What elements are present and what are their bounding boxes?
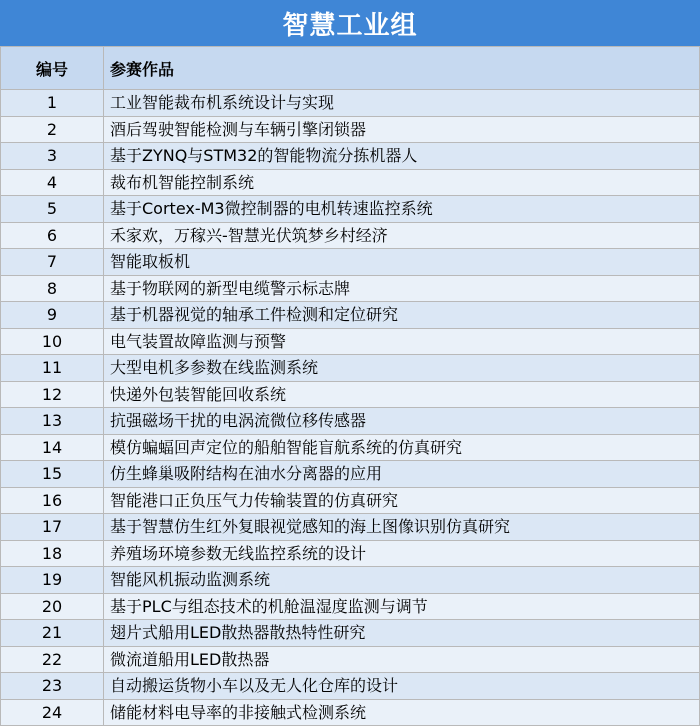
table-row[interactable] <box>1 222 700 249</box>
row-number-cell[interactable]: 3 <box>1 143 104 170</box>
table-row[interactable] <box>1 143 700 170</box>
table-row[interactable] <box>1 249 700 276</box>
entry-title-cell[interactable]: 禾家欢，万稼兴-智慧光伏筑梦乡村经济 <box>104 222 700 249</box>
row-number-cell[interactable]: 15 <box>1 461 104 488</box>
row-number-cell[interactable]: 23 <box>1 673 104 700</box>
entry-title-cell[interactable]: 储能材料电导率的非接触式检测系统 <box>104 699 700 726</box>
column-header-id[interactable]: 编号 <box>1 47 104 90</box>
row-number-cell[interactable]: 7 <box>1 249 104 276</box>
row-number-cell[interactable]: 18 <box>1 540 104 567</box>
entry-title-cell[interactable]: 智能港口正负压气力传输装置的仿真研究 <box>104 487 700 514</box>
row-number-cell[interactable]: 14 <box>1 434 104 461</box>
table-row[interactable] <box>1 196 700 223</box>
table-row[interactable] <box>1 169 700 196</box>
entry-title-cell[interactable]: 基于Cortex-M3微控制器的电机转速监控系统 <box>104 196 700 223</box>
row-number-cell[interactable]: 22 <box>1 646 104 673</box>
table-row[interactable] <box>1 540 700 567</box>
row-number-cell[interactable]: 13 <box>1 408 104 435</box>
table-row[interactable] <box>1 434 700 461</box>
table-row[interactable] <box>1 673 700 700</box>
entry-title-cell[interactable]: 基于ZYNQ与STM32的智能物流分拣机器人 <box>104 143 700 170</box>
table-row[interactable] <box>1 302 700 329</box>
entry-title-cell[interactable]: 基于智慧仿生红外复眼视觉感知的海上图像识别仿真研究 <box>104 514 700 541</box>
table-row[interactable] <box>1 646 700 673</box>
entry-title-cell[interactable]: 智能风机振动监测系统 <box>104 567 700 594</box>
row-number-cell[interactable]: 2 <box>1 116 104 143</box>
row-number-cell[interactable]: 4 <box>1 169 104 196</box>
table-row[interactable] <box>1 487 700 514</box>
entry-title-cell[interactable]: 智能取板机 <box>104 249 700 276</box>
table-row[interactable] <box>1 355 700 382</box>
table-row[interactable] <box>1 567 700 594</box>
entry-title-cell[interactable]: 裁布机智能控制系统 <box>104 169 700 196</box>
table-row[interactable] <box>1 461 700 488</box>
row-number-cell[interactable]: 19 <box>1 567 104 594</box>
row-number-cell[interactable]: 6 <box>1 222 104 249</box>
title-bar <box>0 0 700 46</box>
entry-title-cell[interactable]: 快递外包装智能回收系统 <box>104 381 700 408</box>
entry-title-cell[interactable]: 仿生蜂巢吸附结构在油水分离器的应用 <box>104 461 700 488</box>
entry-title-cell[interactable]: 基于PLC与组态技术的机舱温湿度监测与调节 <box>104 593 700 620</box>
entry-title-cell[interactable]: 翅片式船用LED散热器散热特性研究 <box>104 620 700 647</box>
entry-title-cell[interactable]: 养殖场环境参数无线监控系统的设计 <box>104 540 700 567</box>
row-number-cell[interactable]: 11 <box>1 355 104 382</box>
table-row[interactable] <box>1 328 700 355</box>
row-number-cell[interactable]: 21 <box>1 620 104 647</box>
table-row[interactable] <box>1 620 700 647</box>
entry-title-cell[interactable]: 模仿蝙蝠回声定位的船舶智能盲航系统的仿真研究 <box>104 434 700 461</box>
entry-title-cell[interactable]: 工业智能裁布机系统设计与实现 <box>104 90 700 117</box>
row-number-cell[interactable]: 16 <box>1 487 104 514</box>
header-row <box>1 47 700 90</box>
table-body <box>1 90 700 726</box>
table-row[interactable] <box>1 381 700 408</box>
entry-title-cell[interactable]: 自动搬运货物小车以及无人化仓库的设计 <box>104 673 700 700</box>
row-number-cell[interactable]: 8 <box>1 275 104 302</box>
entry-title-cell[interactable]: 酒后驾驶智能检测与车辆引擎闭锁器 <box>104 116 700 143</box>
row-number-cell[interactable]: 9 <box>1 302 104 329</box>
row-number-cell[interactable]: 5 <box>1 196 104 223</box>
row-number-cell[interactable]: 17 <box>1 514 104 541</box>
table-row[interactable] <box>1 514 700 541</box>
entry-title-cell[interactable]: 基于物联网的新型电缆警示标志牌 <box>104 275 700 302</box>
entry-title-cell[interactable]: 基于机器视觉的轴承工件检测和定位研究 <box>104 302 700 329</box>
column-header-entry[interactable]: 参赛作品 <box>104 47 700 90</box>
row-number-cell[interactable]: 24 <box>1 699 104 726</box>
table-row[interactable] <box>1 408 700 435</box>
row-number-cell[interactable]: 10 <box>1 328 104 355</box>
table-row[interactable] <box>1 90 700 117</box>
row-number-cell[interactable]: 20 <box>1 593 104 620</box>
table-row[interactable] <box>1 593 700 620</box>
table-row[interactable] <box>1 116 700 143</box>
entry-title-cell[interactable]: 抗强磁场干扰的电涡流微位移传感器 <box>104 408 700 435</box>
table-row[interactable] <box>1 275 700 302</box>
page-title: 智慧工业组 <box>282 10 418 41</box>
entry-title-cell[interactable]: 电气装置故障监测与预警 <box>104 328 700 355</box>
row-number-cell[interactable]: 1 <box>1 90 104 117</box>
entries-table <box>0 46 700 726</box>
entry-title-cell[interactable]: 微流道船用LED散热器 <box>104 646 700 673</box>
entry-title-cell[interactable]: 大型电机多参数在线监测系统 <box>104 355 700 382</box>
row-number-cell[interactable]: 12 <box>1 381 104 408</box>
